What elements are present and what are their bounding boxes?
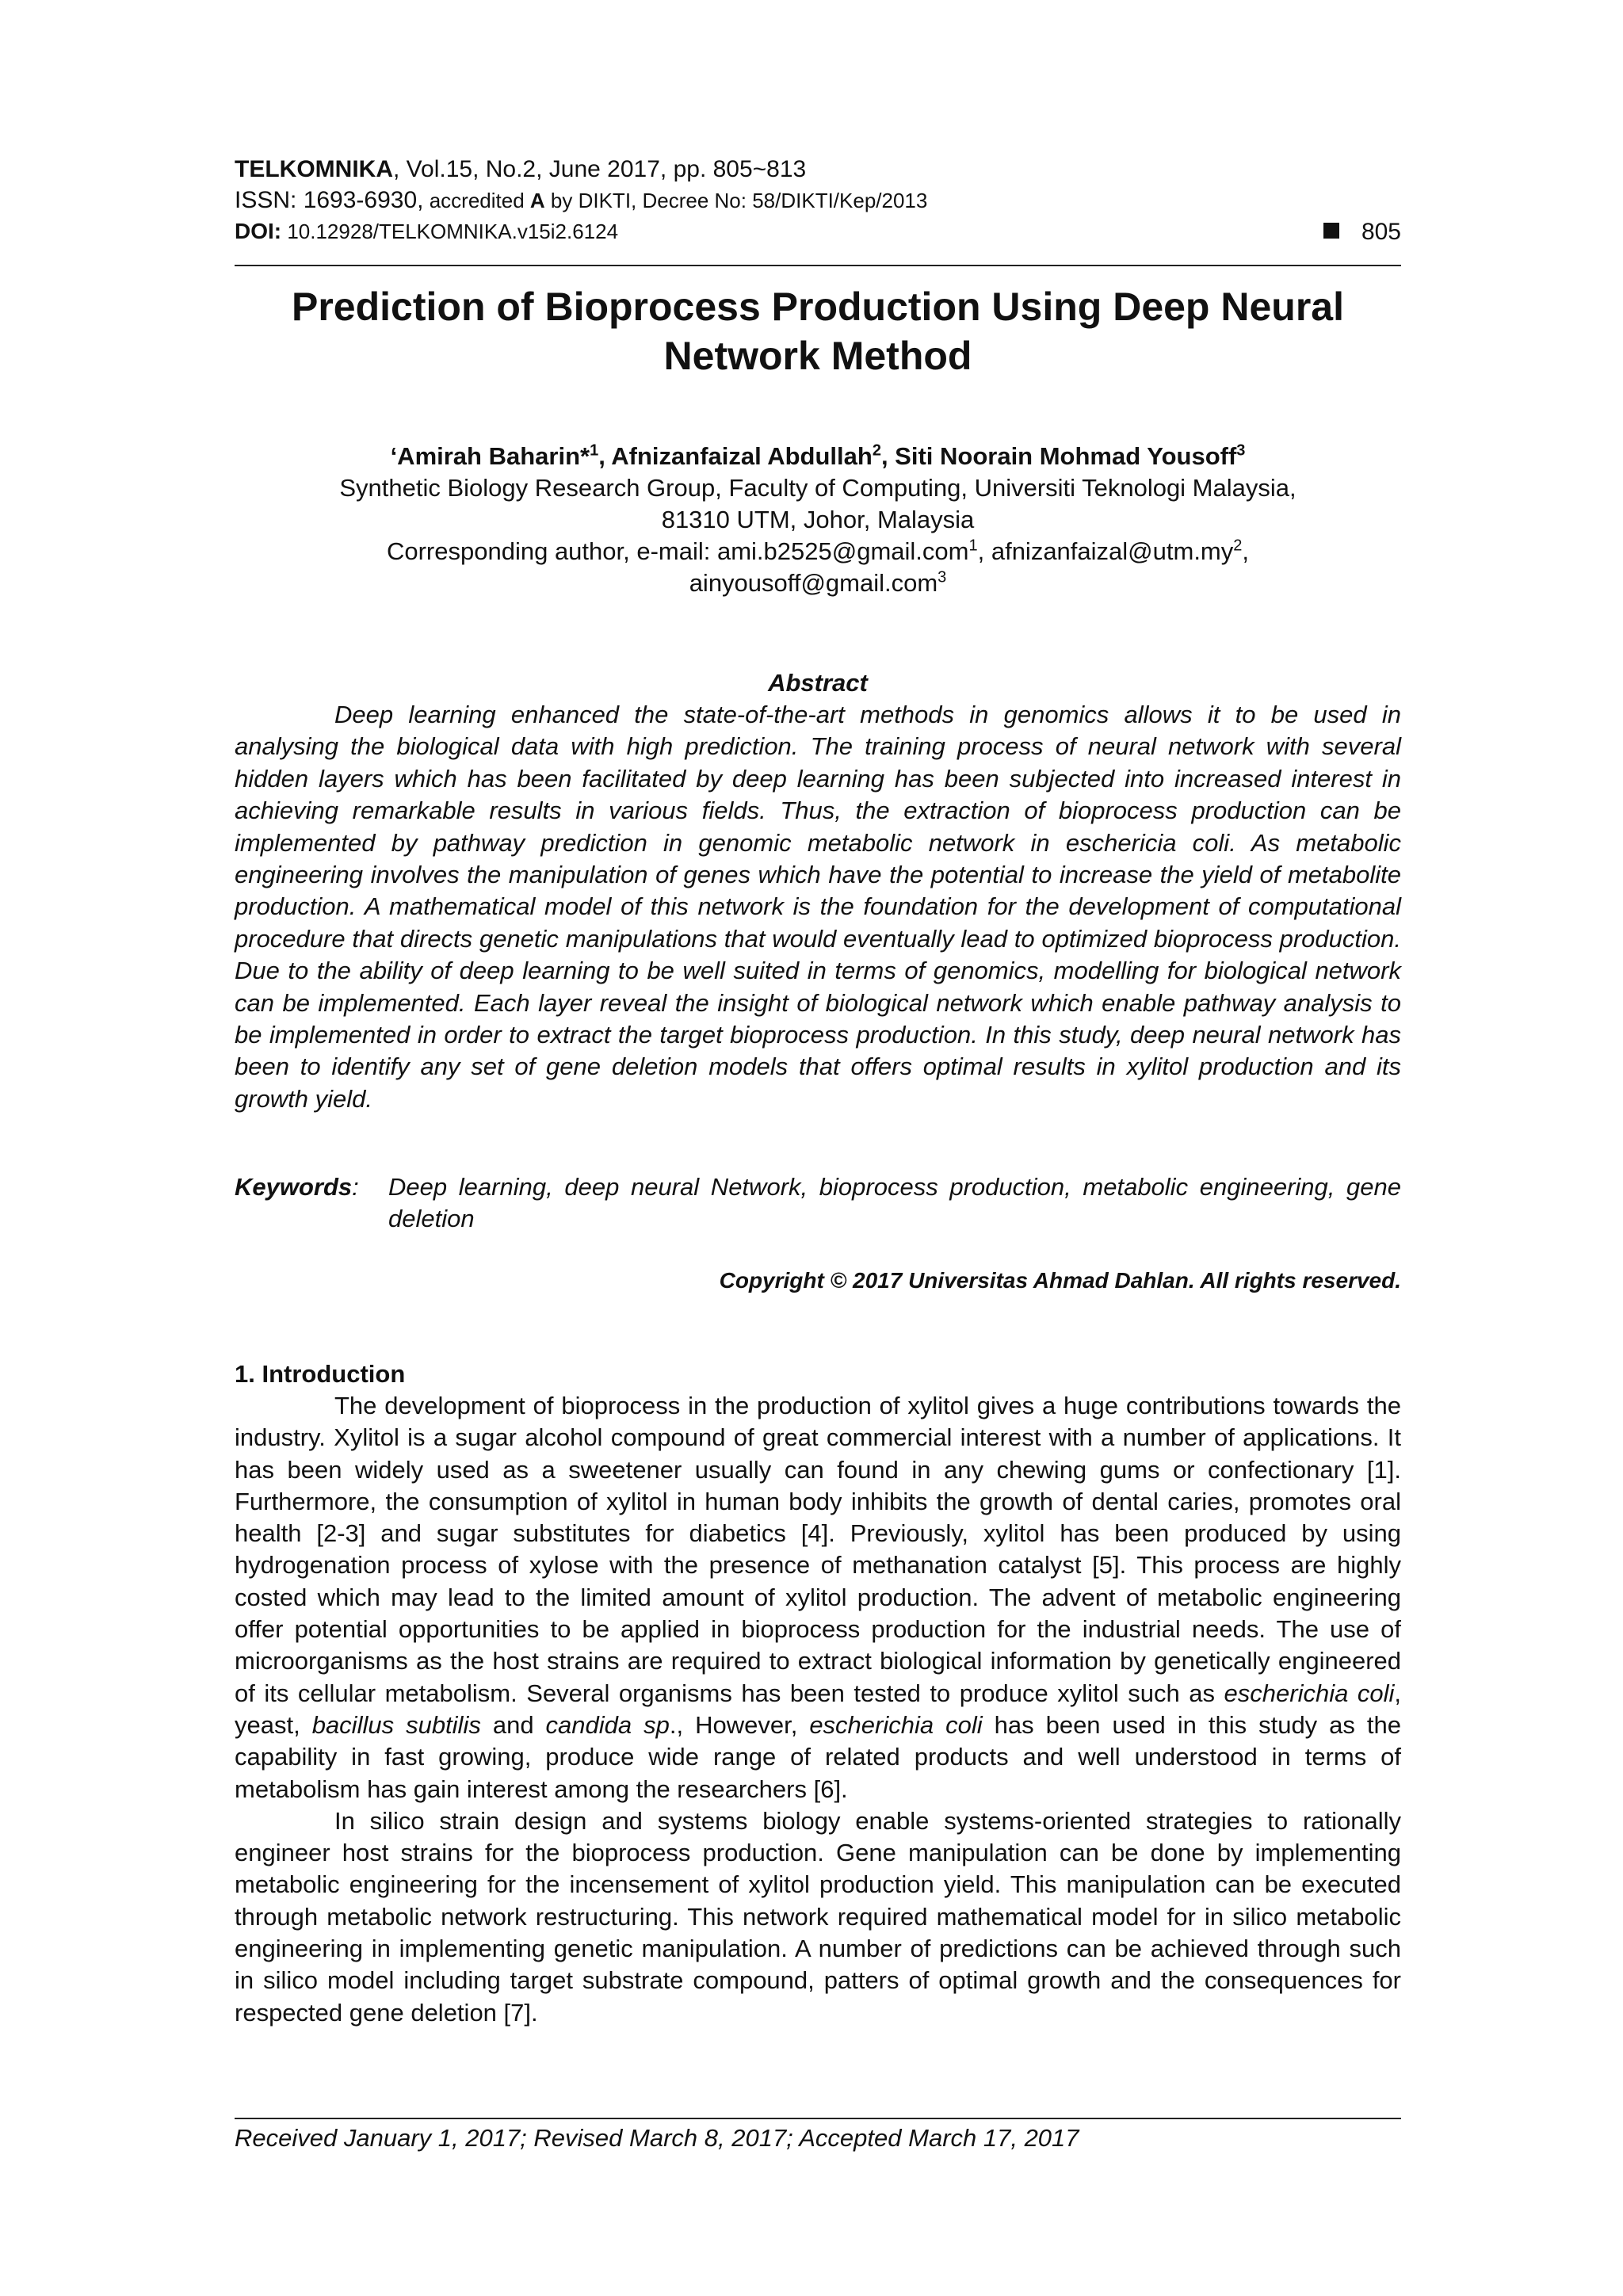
affiliation-line-1: Synthetic Biology Research Group, Faculty of Computing, Universiti Teknologi Malaysia, [339,474,1296,502]
intro-p1-italic: escherichia coli [809,1710,983,1739]
intro-p1-italic: candida sp [545,1710,670,1739]
intro-p1-text: ., However, [669,1710,810,1739]
keywords-colon: : [352,1173,359,1201]
corr-sup-3: 3 [938,568,947,586]
intro-p1-text: has been used in this study as the capability in fast growing, produce wide range of related products and well understood in terms of metabolism has gain interest among the researchers [6]. [235,1710,1401,1803]
accreditation-grade: A [529,189,545,212]
intro-p1-italic: bacillus subtilis [311,1710,481,1739]
affiliation-line-2: 81310 UTM, Johor, Malaysia [661,506,975,533]
intro-paragraph-2: In silico strain design and systems biology enable systems-oriented strategies to rationally engineer host strains for the bioprocess production. Gene manipulation can be done by implementing metabolic engineering for the incensement of xylitol production yield. This manipulation can be executed through metabolic network restructuring. This network required mathematical model for in silico metabolic engineering in implementing genetic manipulation. A number of predictions can be achieved through such in silico model including target substrate compound, patters of optimal growth and the consequences for respected gene deletion [7]. [235,1806,1401,2027]
corr-email-2: , afnizanfaizal@utm.my [977,537,1234,565]
author-separator: , [598,442,612,470]
issn-line [235,187,927,214]
title-line-2: Network Method [663,334,972,378]
journal-name: TELKOMNIKA [235,156,393,182]
issn: ISSN: 1693-6930, [235,187,424,213]
journal-details: , Vol.15, No.2, June 2017, pp. 805~813 [392,156,807,182]
corr-email-1: Corresponding author, e-mail: ami.b2525@gmail.com [386,537,969,565]
accreditation-pre: accredited [423,189,530,212]
corr-email-3: ainyousoff@gmail.com [689,569,938,597]
intro-p1-text: and [480,1710,546,1739]
doi-line [235,219,618,244]
author-list [235,441,1401,472]
page-number-value: 805 [1361,219,1401,245]
header-divider [235,265,1401,266]
title-line-1: Prediction of Bioprocess Production Using Deep Neural [292,285,1344,329]
author-3-affil: 3 [1236,441,1246,460]
footer-divider [235,2118,1401,2119]
abstract-text: Deep learning enhanced the state-of-the-art methods in genomics allows it to be used in analysing the biological data with high prediction. The training process of neural network with several hidden layers which has been facilitated by deep learning has been subjected into increased interest in achieving remarkable results in various fields. Thus, the extraction of bioprocess production can be implemented by pathway prediction in genomic metabolic network in eschericia coli. As metabolic engineering involves the manipulation of genes which have the potential to increase the yield of metabolite production. A mathematical model of this network is the foundation for the development of computational procedure that directs genetic manipulations that would eventually lead to optimized bioprocess production. Due to the ability of deep learning to be well suited in terms of genomics, modelling for biological network can be implemented. Each layer reveal the insight of biological network which enable pathway analysis to be implemented in order to extract the target bioprocess production. In this study, deep neural network has been to identify any set of gene deletion models that offers optimal results in xylitol production and its growth yield. [235,701,1401,1113]
journal-citation [235,155,806,184]
intro-p1-text: The development of bioprocess in the production of xylitol gives a huge contributions towards the industry. Xylitol is a sugar alcohol compound of great commercial interest with a number of applications. It has been widely used as a sweetener usually can found in any chewing gums or confectionary [1]. Furthermore, the consumption of xylitol in human body inhibits the growth of dental caries, promotes oral health [2-3] and sugar substitutes for diabetics [4]. Previously, xylitol has been produced by using hydrogenation process of xylose with the presence of methanation catalyst [5]. This process are highly costed which may lead to the limited amount of xylitol production. The advent of metabolic engineering offer potential opportunities to be applied in bioprocess production for the industrial needs. The use of microorganisms as the host strains are required to extract biological information by genetically engineered of its cellular metabolism. Several organisms has been tested to produce xylitol such as [235,1392,1401,1707]
square-bullet-icon [1323,223,1339,239]
paper-page [235,0,1401,2296]
author-3: Siti Noorain Mohmad Yousoff [895,442,1237,470]
author-2-affil: 2 [872,441,881,460]
accreditation-post: by DIKTI, Decree No: 58/DIKTI/Kep/2013 [544,189,928,212]
introduction-body [235,1390,1401,2029]
keywords-label-text: Keywords [235,1173,353,1201]
abstract-body [235,699,1401,1115]
intro-p1-text: , yeast, [235,1679,1401,1739]
section-heading-introduction: 1. Introduction [235,1360,406,1388]
author-1: ‘Amirah Baharin* [390,442,590,470]
copyright-notice: Copyright © 2017 Universitas Ahmad Dahlan. All rights reserved. [719,1268,1401,1293]
intro-paragraph-1 [235,1390,1401,1805]
received-dates: Received January 1, 2017; Revised March 8, 2017; Accepted March 17, 2017 [235,2124,1079,2152]
doi-value: 10.12928/TELKOMNIKA.v15i2.6124 [281,220,619,243]
keywords-text: Deep learning, deep neural Network, bioprocess production, metabolic engineering, gene deletion [388,1173,1401,1232]
paper-title [235,282,1401,380]
abstract-heading: Abstract [768,669,868,697]
author-separator: , [880,442,896,470]
doi-label: DOI: [235,219,282,243]
corresponding-author [235,536,1401,567]
author-2: Afnizanfaizal Abdullah [611,442,873,470]
author-1-affil: 1 [590,441,599,460]
corresponding-email-3 [235,567,1401,599]
corr-sup-1: 1 [968,537,978,555]
intro-p1-italic: escherichia coli [1224,1679,1395,1707]
corr-end: , [1242,537,1249,565]
corr-sup-2: 2 [1233,537,1243,555]
page-number [1323,219,1401,246]
keywords-label [235,1171,359,1203]
